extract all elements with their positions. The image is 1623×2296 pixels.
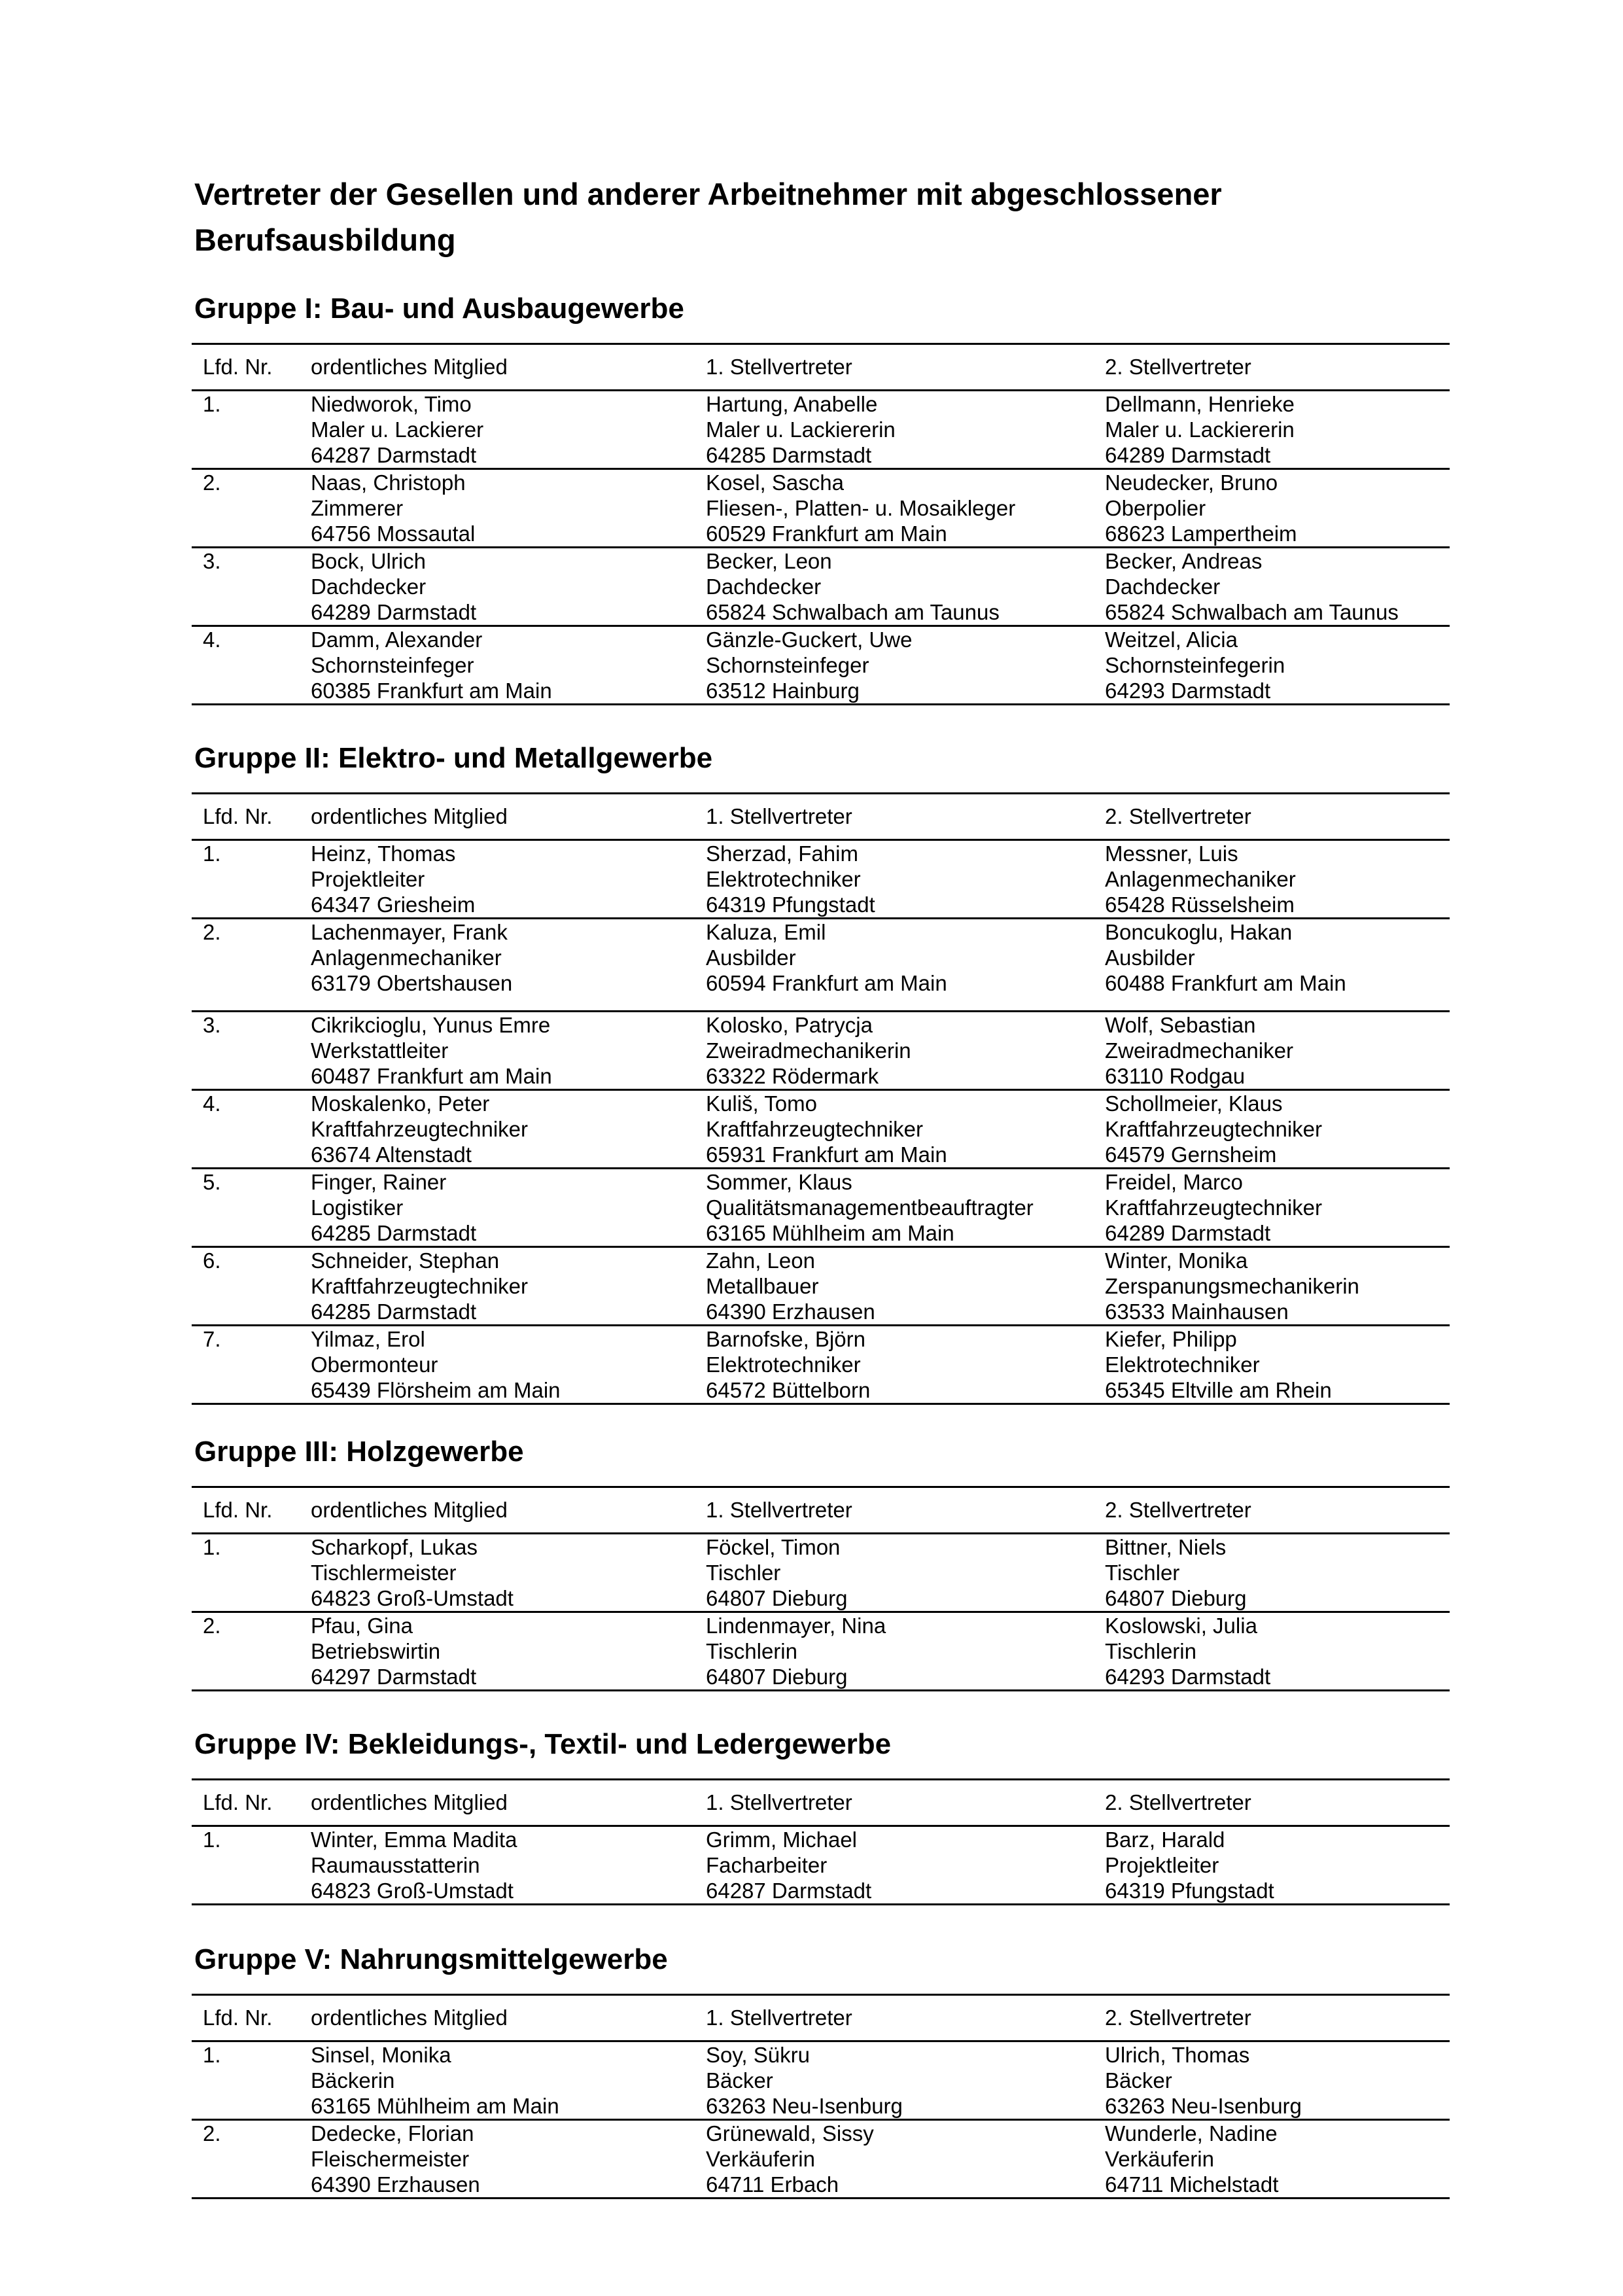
person-name: Neudecker, Bruno — [1105, 470, 1278, 495]
deputy2-cell — [1094, 1012, 1450, 1090]
table-row — [192, 469, 1450, 548]
member-cell — [300, 1090, 695, 1169]
members-table — [192, 1778, 1450, 1905]
deputy1-cell — [695, 469, 1094, 548]
postal-city: 64285 Darmstadt — [706, 443, 872, 467]
row-number — [192, 626, 300, 705]
postal-city: 64756 Mossautal — [311, 521, 476, 546]
person-name: Sommer, Klaus — [706, 1170, 852, 1194]
person-name: Kosel, Sascha — [706, 470, 844, 495]
person-name: Grimm, Michael — [706, 1828, 858, 1852]
table-header-row — [192, 344, 1450, 391]
postal-city: 63512 Hainburg — [706, 679, 860, 703]
person-name: Ulrich, Thomas — [1105, 2043, 1250, 2067]
column-header-nr: Lfd. Nr. — [192, 794, 300, 840]
person-name: Kuliš, Tomo — [706, 1091, 817, 1116]
occupation: Tischler — [1105, 1561, 1180, 1585]
row-number — [192, 1612, 300, 1691]
column-header-deputy2: 2. Stellvertreter — [1094, 344, 1450, 391]
occupation: Tischlerin — [706, 1639, 797, 1663]
occupation: Metallbauer — [706, 1274, 819, 1298]
deputy1-cell — [695, 1326, 1094, 1404]
column-header-member: ordentliches Mitglied — [300, 344, 695, 391]
group-section-2 — [192, 740, 1450, 1405]
person-name: Hartung, Anabelle — [706, 392, 878, 416]
person-name: Niedworok, Timo — [311, 392, 472, 416]
row-number-text: 1. — [203, 1535, 221, 1559]
occupation: Zimmerer — [311, 496, 404, 520]
deputy2-cell — [1094, 919, 1450, 1012]
deputy1-cell — [695, 1534, 1094, 1612]
person-name: Sinsel, Monika — [311, 2043, 451, 2067]
occupation: Verkäuferin — [706, 2147, 815, 2171]
postal-city: 60488 Frankfurt am Main — [1105, 971, 1346, 995]
postal-city: 65439 Flörsheim am Main — [311, 1378, 561, 1402]
deputy2-cell — [1094, 1169, 1450, 1247]
row-number-text: 1. — [203, 1828, 221, 1852]
postal-city: 63179 Obertshausen — [311, 971, 513, 995]
row-number-text: 1. — [203, 392, 221, 416]
column-header-nr: Lfd. Nr. — [192, 1487, 300, 1534]
row-number — [192, 1169, 300, 1247]
occupation: Obermonteur — [311, 1352, 438, 1377]
member-cell — [300, 1826, 695, 1905]
occupation: Dachdecker — [311, 574, 427, 599]
person-name: Gänzle-Guckert, Uwe — [706, 627, 913, 652]
row-number-text: 7. — [203, 1327, 221, 1351]
column-header-nr: Lfd. Nr. — [192, 1995, 300, 2041]
person-name: Sherzad, Fahim — [706, 841, 858, 866]
occupation: Fliesen-, Platten- u. Mosaikleger — [706, 496, 1016, 520]
occupation: Bäcker — [706, 2068, 773, 2093]
occupation: Ausbilder — [706, 945, 796, 970]
member-cell — [300, 1012, 695, 1090]
person-name: Wunderle, Nadine — [1105, 2121, 1278, 2146]
table-header-row — [192, 1995, 1450, 2041]
column-header-deputy1: 1. Stellvertreter — [695, 794, 1094, 840]
member-cell — [300, 1326, 695, 1404]
postal-city: 60385 Frankfurt am Main — [311, 679, 552, 703]
row-number-text: 6. — [203, 1248, 221, 1273]
occupation: Kraftfahrzeugtechniker — [311, 1274, 529, 1298]
occupation: Schornsteinfeger — [311, 653, 474, 677]
postal-city: 64285 Darmstadt — [311, 1221, 477, 1245]
occupation: Projektleiter — [1105, 1853, 1219, 1877]
postal-city: 64293 Darmstadt — [1105, 679, 1271, 703]
occupation: Kraftfahrzeugtechniker — [706, 1117, 924, 1141]
document-title-line-1: Vertreter der Gesellen und anderer Arbeitnehmer mit abgeschlossener — [194, 177, 1222, 211]
person-name: Bock, Ulrich — [311, 549, 427, 573]
postal-city: 65824 Schwalbach am Taunus — [706, 600, 1000, 624]
occupation: Kraftfahrzeugtechniker — [1105, 1117, 1323, 1141]
group-section-5 — [192, 1941, 1450, 2199]
occupation: Dachdecker — [706, 574, 822, 599]
row-number — [192, 1012, 300, 1090]
occupation: Oberpolier — [1105, 496, 1206, 520]
occupation: Betriebswirtin — [311, 1639, 441, 1663]
column-header-nr: Lfd. Nr. — [192, 1780, 300, 1826]
postal-city: 64711 Erbach — [706, 2172, 839, 2197]
postal-city: 64807 Dieburg — [706, 1665, 848, 1689]
table-row — [192, 1247, 1450, 1326]
occupation: Schornsteinfeger — [706, 653, 869, 677]
table-row — [192, 1169, 1450, 1247]
deputy1-cell — [695, 1247, 1094, 1326]
occupation: Zweiradmechanikerin — [706, 1038, 911, 1063]
row-number — [192, 1326, 300, 1404]
postal-city: 64390 Erzhausen — [311, 2172, 480, 2197]
person-name: Schollmeier, Klaus — [1105, 1091, 1283, 1116]
deputy2-cell — [1094, 548, 1450, 626]
deputy1-cell — [695, 626, 1094, 705]
row-number-text: 1. — [203, 841, 221, 866]
member-cell — [300, 2041, 695, 2120]
postal-city: 65428 Rüsselsheim — [1105, 892, 1295, 917]
member-cell — [300, 919, 695, 1012]
occupation: Werkstattleiter — [311, 1038, 449, 1063]
occupation: Projektleiter — [311, 867, 425, 891]
table-row — [192, 1326, 1450, 1404]
deputy1-cell — [695, 548, 1094, 626]
person-name: Barz, Harald — [1105, 1828, 1225, 1852]
person-name: Koslowski, Julia — [1105, 1614, 1257, 1638]
members-table — [192, 1994, 1450, 2199]
occupation: Schornsteinfegerin — [1105, 653, 1285, 677]
column-header-deputy1: 1. Stellvertreter — [695, 1995, 1094, 2041]
column-header-nr: Lfd. Nr. — [192, 344, 300, 391]
member-cell — [300, 2120, 695, 2199]
row-number — [192, 469, 300, 548]
column-header-deputy2: 2. Stellvertreter — [1094, 1487, 1450, 1534]
table-row — [192, 2041, 1450, 2120]
occupation: Facharbeiter — [706, 1853, 828, 1877]
row-number — [192, 2120, 300, 2199]
person-name: Grünewald, Sissy — [706, 2121, 874, 2146]
postal-city: 64711 Michelstadt — [1105, 2172, 1279, 2197]
occupation: Tischler — [706, 1561, 781, 1585]
postal-city: 60594 Frankfurt am Main — [706, 971, 947, 995]
occupation: Elektrotechniker — [706, 867, 861, 891]
row-number-text: 2. — [203, 470, 221, 495]
deputy2-cell — [1094, 1247, 1450, 1326]
postal-city: 65824 Schwalbach am Taunus — [1105, 600, 1399, 624]
row-number — [192, 391, 300, 469]
table-header-row — [192, 1487, 1450, 1534]
member-cell — [300, 1169, 695, 1247]
person-name: Winter, Emma Madita — [311, 1828, 517, 1852]
postal-city: 63165 Mühlheim am Main — [311, 2094, 559, 2118]
row-number-text: 3. — [203, 549, 221, 573]
member-cell — [300, 1612, 695, 1691]
person-name: Lachenmayer, Frank — [311, 920, 508, 944]
postal-city: 65345 Eltville am Rhein — [1105, 1378, 1332, 1402]
postal-city: 64293 Darmstadt — [1105, 1665, 1271, 1689]
person-name: Barnofske, Björn — [706, 1327, 865, 1351]
table-header-row — [192, 1780, 1450, 1826]
deputy2-cell — [1094, 2041, 1450, 2120]
postal-city: 64285 Darmstadt — [311, 1299, 477, 1324]
postal-city: 68623 Lampertheim — [1105, 521, 1297, 546]
person-name: Bittner, Niels — [1105, 1535, 1227, 1559]
member-cell — [300, 1534, 695, 1612]
person-name: Kiefer, Philipp — [1105, 1327, 1237, 1351]
postal-city: 64287 Darmstadt — [311, 443, 477, 467]
person-name: Cikrikcioglu, Yunus Emre — [311, 1013, 551, 1037]
deputy2-cell — [1094, 1612, 1450, 1691]
deputy2-cell — [1094, 2120, 1450, 2199]
deputy1-cell — [695, 1826, 1094, 1905]
occupation: Maler u. Lackiererin — [706, 417, 896, 442]
postal-city: 63322 Rödermark — [706, 1064, 879, 1088]
deputy1-cell — [695, 840, 1094, 919]
occupation: Qualitätsmanagementbeauftragter — [706, 1195, 1034, 1220]
group-heading: Gruppe I: Bau- und Ausbaugewerbe — [194, 292, 684, 325]
column-header-deputy1: 1. Stellvertreter — [695, 344, 1094, 391]
table-row — [192, 391, 1450, 469]
row-number — [192, 2041, 300, 2120]
postal-city: 64289 Darmstadt — [1105, 1221, 1271, 1245]
deputy2-cell — [1094, 840, 1450, 919]
person-name: Winter, Monika — [1105, 1248, 1248, 1273]
row-number-text: 1. — [203, 2043, 221, 2067]
table-row — [192, 919, 1450, 1012]
postal-city: 64289 Darmstadt — [311, 600, 477, 624]
group-heading: Gruppe III: Holzgewerbe — [194, 1436, 524, 1468]
table-row — [192, 1534, 1450, 1612]
postal-city: 64319 Pfungstadt — [1105, 1879, 1274, 1903]
table-row — [192, 840, 1450, 919]
occupation: Kraftfahrzeugtechniker — [311, 1117, 529, 1141]
table-row — [192, 626, 1450, 705]
row-number — [192, 1826, 300, 1905]
deputy2-cell — [1094, 1534, 1450, 1612]
row-number-text: 4. — [203, 627, 221, 652]
occupation: Zerspanungsmechanikerin — [1105, 1274, 1359, 1298]
deputy1-cell — [695, 2041, 1094, 2120]
person-name: Finger, Rainer — [311, 1170, 447, 1194]
person-name: Soy, Sükru — [706, 2043, 810, 2067]
document-title — [194, 171, 1437, 263]
row-number — [192, 548, 300, 626]
row-number — [192, 919, 300, 1012]
postal-city: 64823 Groß-Umstadt — [311, 1879, 514, 1903]
person-name: Moskalenko, Peter — [311, 1091, 490, 1116]
person-name: Freidel, Marco — [1105, 1170, 1243, 1194]
person-name: Dellmann, Henrieke — [1105, 392, 1295, 416]
occupation: Zweiradmechaniker — [1105, 1038, 1293, 1063]
deputy2-cell — [1094, 1326, 1450, 1404]
deputy1-cell — [695, 1169, 1094, 1247]
person-name: Dedecke, Florian — [311, 2121, 474, 2146]
row-number — [192, 1090, 300, 1169]
postal-city: 64807 Dieburg — [1105, 1586, 1247, 1610]
occupation: Maler u. Lackiererin — [1105, 417, 1295, 442]
row-number-text: 2. — [203, 1614, 221, 1638]
occupation: Raumausstatterin — [311, 1853, 480, 1877]
deputy2-cell — [1094, 1826, 1450, 1905]
occupation: Anlagenmechaniker — [1105, 867, 1296, 891]
member-cell — [300, 626, 695, 705]
member-cell — [300, 840, 695, 919]
postal-city: 63533 Mainhausen — [1105, 1299, 1289, 1324]
deputy2-cell — [1094, 1090, 1450, 1169]
person-name: Damm, Alexander — [311, 627, 483, 652]
group-section-3 — [192, 1434, 1450, 1691]
column-header-deputy1: 1. Stellvertreter — [695, 1487, 1094, 1534]
column-header-deputy2: 2. Stellvertreter — [1094, 794, 1450, 840]
postal-city: 63110 Rodgau — [1105, 1064, 1246, 1088]
person-name: Scharkopf, Lukas — [311, 1535, 478, 1559]
members-table — [192, 343, 1450, 705]
person-name: Weitzel, Alicia — [1105, 627, 1238, 652]
row-number-text: 5. — [203, 1170, 221, 1194]
table-row — [192, 1090, 1450, 1169]
deputy2-cell — [1094, 391, 1450, 469]
occupation: Tischlerin — [1105, 1639, 1196, 1663]
postal-city: 64572 Büttelborn — [706, 1378, 871, 1402]
table-row — [192, 1826, 1450, 1905]
deputy2-cell — [1094, 626, 1450, 705]
postal-city: 65931 Frankfurt am Main — [706, 1142, 947, 1167]
person-name: Becker, Leon — [706, 549, 832, 573]
person-name: Lindenmayer, Nina — [706, 1614, 886, 1638]
occupation: Tischlermeister — [311, 1561, 457, 1585]
document-title-line-2: Berufsausbildung — [194, 222, 456, 257]
person-name: Messner, Luis — [1105, 841, 1238, 866]
postal-city: 64289 Darmstadt — [1105, 443, 1271, 467]
group-heading: Gruppe IV: Bekleidungs-, Textil- und Ledergewerbe — [194, 1728, 892, 1760]
member-cell — [300, 1247, 695, 1326]
person-name: Föckel, Timon — [706, 1535, 841, 1559]
person-name: Kaluza, Emil — [706, 920, 826, 944]
occupation: Verkäuferin — [1105, 2147, 1214, 2171]
row-number-text: 2. — [203, 2121, 221, 2146]
group-section-4 — [192, 1726, 1450, 1905]
postal-city: 63263 Neu-Isenburg — [706, 2094, 903, 2118]
deputy1-cell — [695, 1090, 1094, 1169]
occupation: Maler u. Lackierer — [311, 417, 484, 442]
member-cell — [300, 548, 695, 626]
table-row — [192, 1612, 1450, 1691]
deputy1-cell — [695, 1612, 1094, 1691]
member-cell — [300, 391, 695, 469]
postal-city: 64390 Erzhausen — [706, 1299, 875, 1324]
member-cell — [300, 469, 695, 548]
person-name: Zahn, Leon — [706, 1248, 815, 1273]
occupation: Logistiker — [311, 1195, 404, 1220]
person-name: Wolf, Sebastian — [1105, 1013, 1256, 1037]
deputy1-cell — [695, 2120, 1094, 2199]
postal-city: 64347 Griesheim — [311, 892, 476, 917]
person-name: Schneider, Stephan — [311, 1248, 500, 1273]
row-number — [192, 1247, 300, 1326]
occupation: Kraftfahrzeugtechniker — [1105, 1195, 1323, 1220]
members-table — [192, 1486, 1450, 1691]
row-number-text: 4. — [203, 1091, 221, 1116]
person-name: Yilmaz, Erol — [311, 1327, 425, 1351]
row-number — [192, 840, 300, 919]
column-header-member: ordentliches Mitglied — [300, 794, 695, 840]
person-name: Boncukoglu, Hakan — [1105, 920, 1293, 944]
occupation: Elektrotechniker — [706, 1352, 861, 1377]
postal-city: 63674 Altenstadt — [311, 1142, 472, 1167]
column-header-member: ordentliches Mitglied — [300, 1995, 695, 2041]
occupation: Ausbilder — [1105, 945, 1195, 970]
row-number — [192, 1534, 300, 1612]
members-table — [192, 792, 1450, 1405]
row-number-text: 3. — [203, 1013, 221, 1037]
table-header-row — [192, 794, 1450, 840]
occupation: Elektrotechniker — [1105, 1352, 1260, 1377]
postal-city: 64579 Gernsheim — [1105, 1142, 1277, 1167]
row-number-text: 2. — [203, 920, 221, 944]
occupation: Fleischermeister — [311, 2147, 470, 2171]
column-header-deputy2: 2. Stellvertreter — [1094, 1780, 1450, 1826]
postal-city: 63263 Neu-Isenburg — [1105, 2094, 1302, 2118]
table-row — [192, 1012, 1450, 1090]
deputy1-cell — [695, 919, 1094, 1012]
occupation: Bäcker — [1105, 2068, 1172, 2093]
person-name: Becker, Andreas — [1105, 549, 1263, 573]
person-name: Kolosko, Patrycja — [706, 1013, 873, 1037]
group-heading: Gruppe II: Elektro- und Metallgewerbe — [194, 742, 713, 774]
deputy2-cell — [1094, 469, 1450, 548]
postal-city: 64807 Dieburg — [706, 1586, 848, 1610]
occupation: Dachdecker — [1105, 574, 1221, 599]
postal-city: 64319 Pfungstadt — [706, 892, 875, 917]
occupation: Bäckerin — [311, 2068, 395, 2093]
postal-city: 64287 Darmstadt — [706, 1879, 872, 1903]
column-header-deputy2: 2. Stellvertreter — [1094, 1995, 1450, 2041]
deputy1-cell — [695, 1012, 1094, 1090]
postal-city: 63165 Mühlheim am Main — [706, 1221, 954, 1245]
postal-city: 64297 Darmstadt — [311, 1665, 477, 1689]
group-section-1 — [192, 291, 1450, 705]
table-row — [192, 2120, 1450, 2199]
person-name: Pfau, Gina — [311, 1614, 413, 1638]
column-header-member: ordentliches Mitglied — [300, 1487, 695, 1534]
postal-city: 60529 Frankfurt am Main — [706, 521, 947, 546]
person-name: Heinz, Thomas — [311, 841, 456, 866]
postal-city: 64823 Groß-Umstadt — [311, 1586, 514, 1610]
deputy1-cell — [695, 391, 1094, 469]
group-heading: Gruppe V: Nahrungsmittelgewerbe — [194, 1943, 668, 1975]
column-header-member: ordentliches Mitglied — [300, 1780, 695, 1826]
column-header-deputy1: 1. Stellvertreter — [695, 1780, 1094, 1826]
person-name: Naas, Christoph — [311, 470, 466, 495]
occupation: Anlagenmechaniker — [311, 945, 502, 970]
table-row — [192, 548, 1450, 626]
postal-city: 60487 Frankfurt am Main — [311, 1064, 552, 1088]
